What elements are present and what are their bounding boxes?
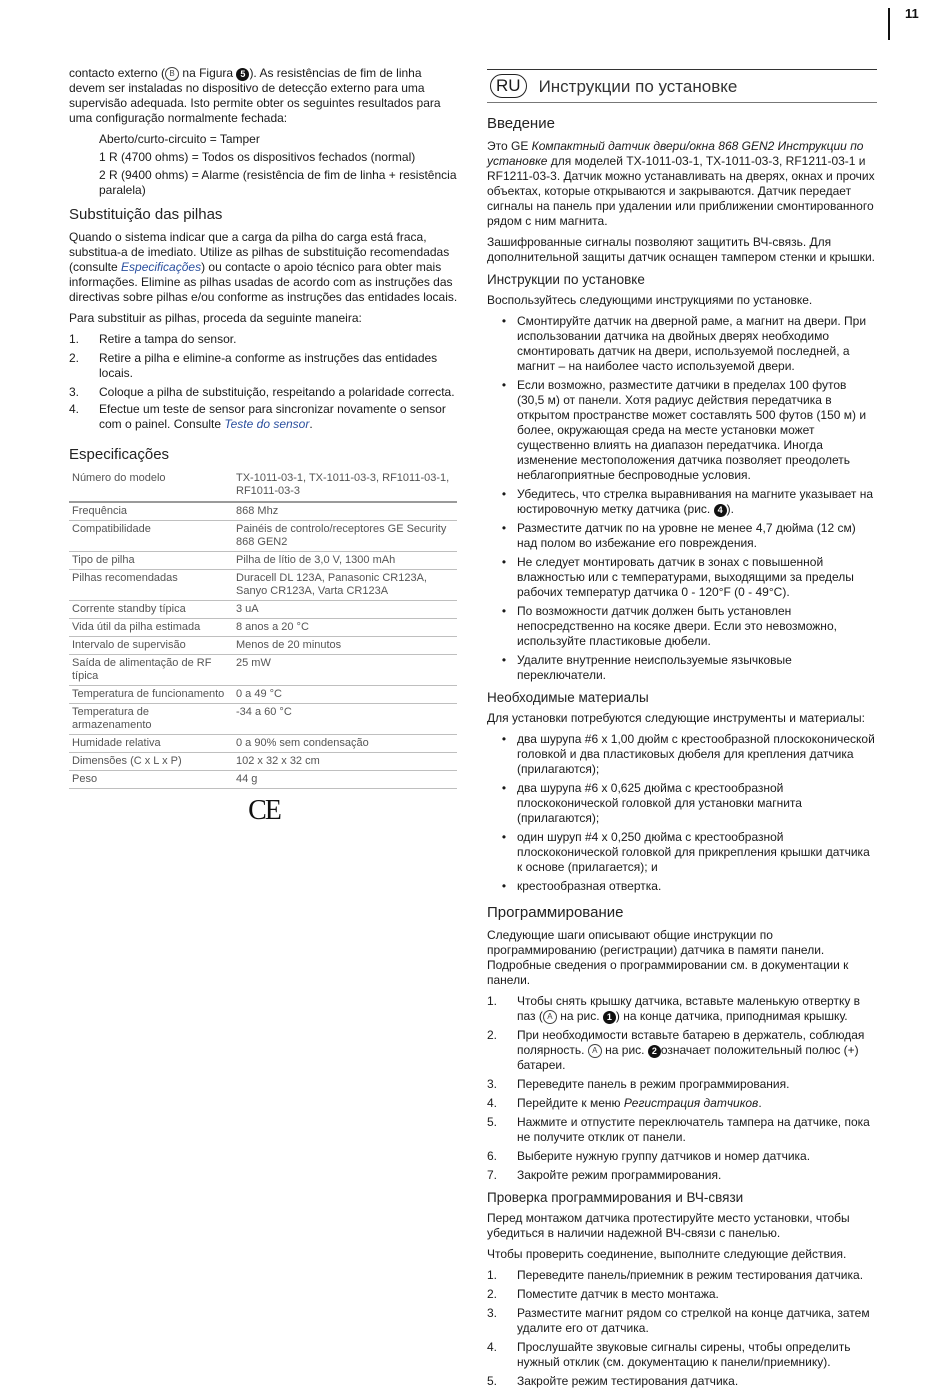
- spec-label: Temperatura de armazenamento: [69, 704, 233, 735]
- list-item: [69, 351, 459, 381]
- table-row: [69, 753, 457, 771]
- table-row: [69, 570, 457, 601]
- item-text: два шурупа #6 x 1,00 дюйм с крестообразной плоскоконической головкой и два пластиковых дюбеля для крепления датчика (прилагаются);: [517, 732, 875, 776]
- section-title: Инструкции по установке: [538, 76, 738, 96]
- battery-paragraph: Quando o sistema indicar que a carga da pilha do carga está fraca, substitua-a de imediato. Utilize as pilhas de substituição recomendadas (consulte Especificações) ou contacte o apoio técnico para obter mais informações. Elimine as pilhas usadas de acordo com as instruções das directivas sobre pilhas e/ou conforme as instruções das entidades locais.: [69, 230, 458, 304]
- battery-steps-intro: Para substituir as pilhas, proceda da seguinte maneira:: [69, 311, 362, 325]
- list-item: 2. При необходимости вставьте батарею в держатель, соблюдая полярность. A на рис. 2 означает положительный полюс (+) батареи.: [487, 1028, 865, 1072]
- item-text: Прослушайте звуковые сигналы сирены, чтобы определить нужный отклик (см. документацию к панели/приемнику).: [517, 1340, 851, 1369]
- spec-label: Pilhas recomendadas: [69, 570, 233, 601]
- list-item: [487, 1268, 877, 1283]
- item-number: 3.: [69, 385, 80, 399]
- spec-value: 102 x 32 x 32 cm: [233, 753, 457, 771]
- specs-heading: Especificações: [69, 446, 170, 463]
- config-item: Aberto/curto-circuito = Tamper: [99, 132, 260, 146]
- check-steps: [487, 1268, 877, 1389]
- list-item: [487, 1168, 877, 1183]
- left-column: [69, 66, 459, 826]
- spec-value: 44 g: [233, 771, 457, 789]
- spec-label: Humidade relativa: [69, 735, 233, 753]
- spec-label: Temperatura de funcionamento: [69, 686, 233, 704]
- item-text: Retire a tampa do sensor.: [99, 332, 237, 346]
- spec-label: Corrente standby típica: [69, 601, 233, 619]
- page-number: 11: [905, 6, 919, 21]
- programming-steps-cont: [487, 1115, 877, 1183]
- encryption-paragraph: Зашифрованные сигналы позволяют защитить ВЧ-связь. Для дополнительной защиты датчик оснащен тампером стенки и крышки.: [487, 235, 875, 264]
- spec-value: TX-1011-03-1, TX-1011-03-3, RF1011-03-1, RF1011-03-3: [233, 470, 457, 502]
- item-text: Поместите датчик в место монтажа.: [517, 1287, 719, 1301]
- list-item: [487, 1149, 877, 1164]
- item-text: крестообразная отвертка.: [517, 879, 662, 893]
- list-item: 3. Переведите панель в режим программирования.: [487, 1077, 790, 1091]
- page-number-divider: [888, 8, 890, 40]
- config-item: 1 R (4700 ohms) = Todos os dispositivos fechados (normal): [99, 150, 416, 164]
- item-text: Retire a pilha e elimine-a conforme as instruções das entidades locais.: [99, 351, 438, 380]
- spec-label: Saída de alimentação de RF típica: [69, 655, 233, 686]
- intro-heading: Введение: [487, 115, 555, 132]
- item-number: 1.: [487, 1268, 498, 1282]
- list-item: • Удалите внутренние неиспользуемые язычковые переключатели.: [501, 653, 792, 682]
- item-number: 2.: [487, 1287, 498, 1301]
- list-item: [487, 1115, 877, 1145]
- list-item: • два шурупа #6 x 0,625 дюйма с крестообразной плоскоконической головкой для установки магнита (прилагаются);: [487, 781, 877, 826]
- install-intro: Воспользуйтесь следующими инструкциями по установке.: [487, 293, 813, 307]
- table-row: [69, 704, 457, 735]
- list-item: • крестообразная отвертка.: [487, 879, 877, 894]
- spec-label: Número do modelo: [69, 470, 233, 502]
- spec-value: Painéis de controlo/receptores GE Security 868 GEN2: [233, 521, 457, 552]
- specs-link[interactable]: Especificações: [121, 260, 202, 274]
- item-number: 4.: [487, 1340, 498, 1354]
- list-item: • один шуруп #4 x 0,250 дюйма с крестообразной плоскоконической головкой для прикрепления крышки датчика к основе (прилагается); и: [487, 830, 877, 875]
- list-item: [69, 332, 459, 347]
- install-list: [487, 314, 877, 683]
- spec-label: Peso: [69, 771, 233, 789]
- check-heading: Проверка программирования и ВЧ-связи: [487, 1190, 744, 1205]
- table-row: [69, 686, 457, 704]
- sensor-test-link[interactable]: Teste do sensor: [224, 417, 310, 431]
- callout-a-icon: A: [588, 1044, 602, 1058]
- check-paragraph-1: Перед монтажом датчика протестируйте место установки, чтобы убедиться в наличии надежной ВЧ-связи с панелью.: [487, 1211, 850, 1240]
- item-number: 6.: [487, 1149, 498, 1163]
- spec-label: Frequência: [69, 502, 233, 521]
- list-item: • Смонтируйте датчик на дверной раме, а магнит на двери. При использовании датчика на двойных дверях необходимо смонтировать датчик на двери, используемой последней, а магнит – на наиболее часто используемой двери.: [501, 314, 867, 373]
- install-heading: Инструкции по установке: [487, 272, 645, 287]
- item-number: 5.: [487, 1374, 498, 1388]
- materials-list: [487, 732, 877, 894]
- list-item: • два шурупа #6 x 1,00 дюйм с крестообразной плоскоконической головкой и два пластиковых дюбеля для крепления датчика (прилагаются);: [487, 732, 877, 777]
- callout-b-icon: B: [165, 67, 179, 81]
- section-header: [487, 69, 877, 103]
- spec-label: Compatibilidade: [69, 521, 233, 552]
- table-row: [69, 655, 457, 686]
- table-row: [69, 601, 457, 619]
- spec-value: 0 a 49 °C: [233, 686, 457, 704]
- table-row: [69, 771, 457, 789]
- item-number: 3.: [487, 1306, 498, 1320]
- spec-value: 868 Mhz: [233, 502, 457, 521]
- programming-intro: Следующие шаги описывают общие инструкции по программированию (регистрации) датчика в памяти панели. Подробные сведения о программировании см. в документации к панели.: [487, 928, 849, 987]
- list-item: • Убедитесь, что стрелка выравнивания на магните указывает на юстировочную метку датчика (рис. 4 ).: [501, 487, 874, 516]
- list-item: 4. Efectue um teste de sensor para sincronizar novamente o sensor com o painel. Consulte Teste do sensor.: [69, 402, 446, 431]
- table-row: [69, 502, 457, 521]
- materials-intro: Для установки потребуются следующие инструменты и материалы:: [487, 711, 865, 725]
- list-item: 1. Чтобы снять крышку датчика, вставьте маленькую отвертку в паз ( A на рис. 1 ) на конце датчика, приподнимая крышку.: [487, 994, 861, 1023]
- list-item: 4. Перейдите к меню Регистрация датчиков.: [487, 1096, 762, 1110]
- spec-label: Dimensões (C x L x P): [69, 753, 233, 771]
- spec-value: Menos de 20 minutos: [233, 637, 457, 655]
- list-item: • Разместите датчик по на уровне не менее 4,7 дюйма (12 см) над полом во избежание его повреждения.: [501, 521, 856, 550]
- table-row: [69, 521, 457, 552]
- check-paragraph-2: Чтобы проверить соединение, выполните следующие действия.: [487, 1247, 847, 1261]
- item-text: Переведите панель/приемник в режим тестирования датчика.: [517, 1268, 864, 1282]
- list-item: • Не следует монтировать датчик в зонах с повышенной влажностью или с температурами, выходящими за пределы рабочих температур датчика 0 - 120°F (0 - 49°C).: [501, 555, 854, 599]
- table-row: [69, 470, 457, 502]
- programming-heading: Программирование: [487, 904, 624, 921]
- list-item: [487, 1374, 877, 1389]
- figure-5-icon: 5: [236, 68, 249, 81]
- specs-table: [69, 470, 457, 789]
- language-badge: RU: [490, 74, 527, 98]
- spec-label: Vida útil da pilha estimada: [69, 619, 233, 637]
- item-number: 1.: [69, 332, 80, 346]
- spec-value: Duracell DL 123A, Panasonic CR123A, Sanyo CR123A, Varta CR123A: [233, 570, 457, 601]
- callout-a-icon: A: [543, 1010, 557, 1024]
- item-text: Нажмите и отпустите переключатель тампера на датчике, пока не получите отклик от панели.: [517, 1115, 870, 1144]
- item-text: Выберите нужную группу датчиков и номер датчика.: [517, 1149, 811, 1163]
- config-list: [69, 132, 459, 198]
- figure-2-icon: 2: [648, 1045, 661, 1058]
- list-item: [487, 1306, 877, 1336]
- spec-value: 8 anos a 20 °C: [233, 619, 457, 637]
- item-text: Разместите магнит рядом со стрелкой на конце датчика, затем удалите его от датчика.: [517, 1306, 870, 1335]
- table-row: [69, 619, 457, 637]
- config-item: 2 R (9400 ohms) = Alarme (resistência de fim de linha + resistência paralela): [99, 168, 457, 197]
- item-text: Закройте режим тестирования датчика.: [517, 1374, 739, 1388]
- ce-mark: CE: [248, 795, 280, 826]
- right-column: [487, 66, 877, 1395]
- battery-steps: [69, 332, 459, 400]
- list-item: [69, 385, 459, 400]
- spec-value: Pilha de lítio de 3,0 V, 1300 mAh: [233, 552, 457, 570]
- item-text: Coloque a pilha de substituição, respeitando a polaridade correcta.: [99, 385, 455, 399]
- table-row: [69, 552, 457, 570]
- list-item: • По возможности датчик должен быть установлен непосредственно на косяке двери. Если это невозможно, используйте пластиковые дюбели.: [501, 604, 837, 648]
- figure-4-icon: 4: [714, 504, 727, 517]
- intro-paragraph-ru: Это GE Компактный датчик двери/окна 868 GEN2 Инструкции по установке для моделей TX-1011-03-1, TX-1011-03-3, RF1211-03-1 и RF1211-03-3. Датчик можно устанавливать на дверях, окнах и прочих объектах, которые открываются и закрываются. Датчик передает сигналы на панель при удалении или приближении смонтированного рядом с ним магнита.: [487, 139, 875, 228]
- list-item: [487, 1340, 877, 1370]
- figure-1-icon: 1: [603, 1011, 616, 1024]
- materials-heading: Необходимые материалы: [487, 690, 649, 705]
- table-row: [69, 735, 457, 753]
- spec-label: Intervalo de supervisão: [69, 637, 233, 655]
- battery-heading: Substituição das pilhas: [69, 206, 223, 223]
- item-text: Закройте режим программирования.: [517, 1168, 722, 1182]
- item-number: 7.: [487, 1168, 498, 1182]
- spec-value: 0 a 90% sem condensação: [233, 735, 457, 753]
- table-row: [69, 637, 457, 655]
- item-number: 2.: [69, 351, 80, 365]
- item-text: два шурупа #6 x 0,625 дюйма с крестообразной плоскоконической головкой для установки магнита (прилагаются);: [517, 781, 802, 825]
- item-number: 5.: [487, 1115, 498, 1129]
- spec-label: Tipo de pilha: [69, 552, 233, 570]
- spec-value: 3 uA: [233, 601, 457, 619]
- list-item: • Если возможно, разместите датчики в пределах 100 футов (30,5 м) от панели. Хотя радиус действия передатчика в открытом пространстве может составлять 500 футов (150 м) и более, окружающая среда на месте установки может существенно влиять на диапазон передатчика. Иногда изменение местоположения датчика позволяет преодолеть неблагоприятные беспроводные условия.: [501, 378, 867, 482]
- list-item: [487, 1287, 877, 1302]
- item-text: один шуруп #4 x 0,250 дюйма с крестообразной плоскоконической головкой для прикрепления крышки датчика к основе (прилагается); и: [517, 830, 870, 874]
- intro-paragraph: contacto externo ( B na Figura 5 ). As resistências de fim de linha devem ser instaladas no dispositivo de detecção externo para uma supervisão adequada. Isto permite obter os seguintes resultados para uma configuração normalmente fechada:: [69, 66, 441, 125]
- spec-value: 25 mW: [233, 655, 457, 686]
- spec-value: -34 a 60 °C: [233, 704, 457, 735]
- programming-steps: [487, 994, 877, 1111]
